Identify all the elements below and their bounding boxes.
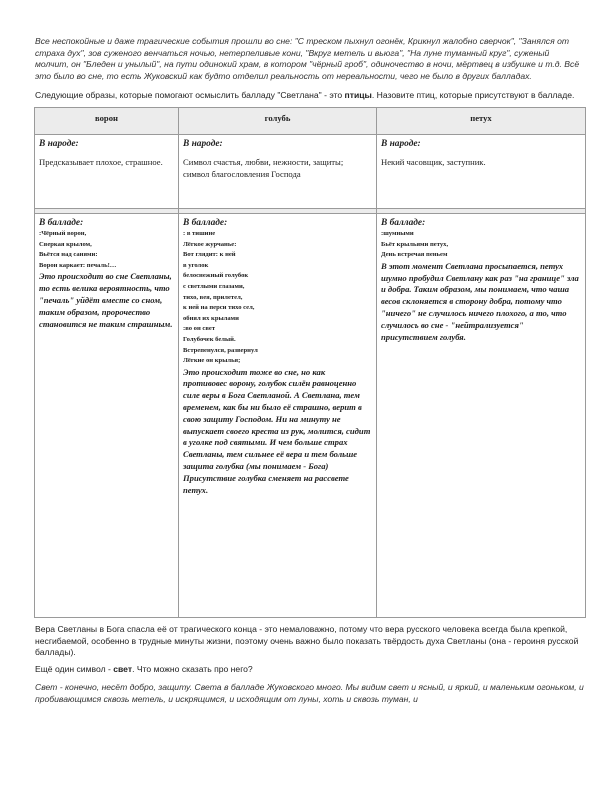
ballad-quote-line: белоснежный голубок [183,272,249,280]
column-header-rooster: петух [377,107,586,134]
birds-table [34,107,586,618]
ballad-quote-dove [183,229,371,367]
folk-cell-rooster [377,134,586,208]
birds-question [35,90,585,102]
ballad-cell-raven [35,213,179,617]
ballad-quote-line: Встрепенулся, развернул [183,346,258,354]
symbol-keyword: свет [113,663,133,674]
ballad-quote-line: в уголок [183,261,209,269]
ballad-quote-line: Вот глядит: к ней [183,251,236,259]
ballad-quote-line: тихо, вея, прилетел, [183,293,243,301]
question-text-after: . Назовите птиц, которые присутствуют в балладе. [371,90,575,101]
ballad-comment-dove: Это происходит тоже во сне, но как противовес ворону, голубок силён равноценно силе веры в Бога Светланой. А Светлана, тем временем, как бы ни было её страшно, верит в свою защиту Господом. Ни на минуту не выпускает своего креста из рук, молится, сидит в уголке под святыми. И чем больше страх Светланы, тем сильнее её вера и тем больше защита голубка (мы понимаем - Бога) Присутствие голубка сменяет на рассвете петух. [183,366,371,495]
ballad-quote-line: Вьётся над санями: [39,251,98,259]
ballad-quote-line: : в тишине [183,229,216,237]
document-page [35,36,585,705]
folk-text-dove: Символ счастья, любви, нежности, защиты; символ благословления Господа [183,156,344,179]
table-header-row [35,107,586,134]
symbol-question-before: Ещё один символ - [35,663,114,674]
question-keyword: птицы [344,90,372,101]
ballad-quote-line: Ворон каркает: печаль!… [39,261,117,269]
folk-text-raven: Предсказывает плохое, страшное. [39,156,163,167]
ballad-quote-line: Голубочек белый. [183,335,236,343]
symbol-question [35,664,585,676]
folk-text-rooster: Некий часовщик, заступник. [381,156,486,167]
folk-header: В народе: [183,138,223,149]
ballad-cell-dove [179,213,377,617]
light-paragraph: Свет - конечно, несёт добро, защиту. Света в балладе Жуковского много. Мы видим свет и ясный, и яркий, и маленьким огоньком, и пробивающимся сквозь метель, и искрящимся, и исходящим от луны, хоть и сквозь туман, и [35,682,584,705]
ballad-quote-line: к ней на перси тихо сел, [183,304,255,312]
ballad-quote-raven [39,229,173,271]
ballad-header: В балладе: [183,217,228,228]
ballad-cell-rooster [377,213,586,617]
symbol-question-after: . Что можно сказать про него? [132,663,253,674]
folk-cell-dove [179,134,377,208]
ballad-quote-line: Лёгкие он крылья; [183,357,241,365]
ballad-quote-line: :во он свет [183,325,216,333]
ballad-quote-line: с светлыми глазами, [183,282,245,290]
ballad-header: В балладе: [39,217,84,228]
ballad-comment-raven: Это происходит во сне Светланы, то есть велика вероятность, что "печаль" уйдёт вместе со сном, таким образом, пророчество становится не таким страшным. [39,271,173,329]
ballad-header: В балладе: [381,217,426,228]
ballad-quote-line: :Чёрный ворон, [39,229,87,237]
folk-header: В народе: [381,138,421,149]
question-text-before: Следующие образы, которые помогают осмыслить балладу "Светлана" - это [35,90,345,101]
table-row-folk [35,134,586,208]
column-header-raven: ворон [35,107,179,134]
ballad-comment-rooster: В этот момент Светлана просыпается, петух шумно пробудил Светлану как раз "на границе" зла и добра. Таким образом, мы понимаем, что чаша весов склоняется в сторону добра, потому что "ничего" не случилось ничего плохого, а то, что случилось во сне - "нейтрализуется" присутствием голубя. [381,260,579,342]
intro-paragraph: Все неспокойные и даже трагические события прошли во сне: "С треском пыхнул огонёк, Крикнул жалобно сверчок", "Занялся от страха дух", зов суженого венчаться ночью, нетерпеливые кони, "Вкруг метель и вьюга", "На луне туманный круг", суженый молчит, он "Бледен и унылый", на пути одинокий храм, в котором "чёрный гроб", одиночество в ночи, мёртвец в избушке и т.д. Всё это было во сне, то есть Жуковский как будто отделил реальность от нереальности, чего не было в других балладах. [35,36,580,81]
column-header-dove: голубь [179,107,377,134]
ballad-quote-line: :шумными [381,229,414,237]
ballad-quote-line: Сверкая крылом, [39,240,92,248]
table-row-ballad [35,213,586,617]
ballad-quote-line: День встречая пеньем [381,251,448,259]
ballad-quote-line: Бьёт крыльями петух, [381,240,449,248]
ballad-quote-line: обнял их крылами [183,314,239,322]
folk-cell-raven [35,134,179,208]
folk-header: В народе: [39,138,79,149]
after-table-paragraph: Вера Светланы в Бога спасла её от трагического конца - это немаловажно, потому что вера русского человека всегда была крепкой, несгибаемой, особенно в трудные минуты жизни, поэтому очень важно было показать твёрдость духа Светланы (она - героиня русской баллады). [35,623,579,658]
ballad-quote-rooster [381,229,580,261]
ballad-quote-line: Лёгкое журчанье: [183,240,237,248]
